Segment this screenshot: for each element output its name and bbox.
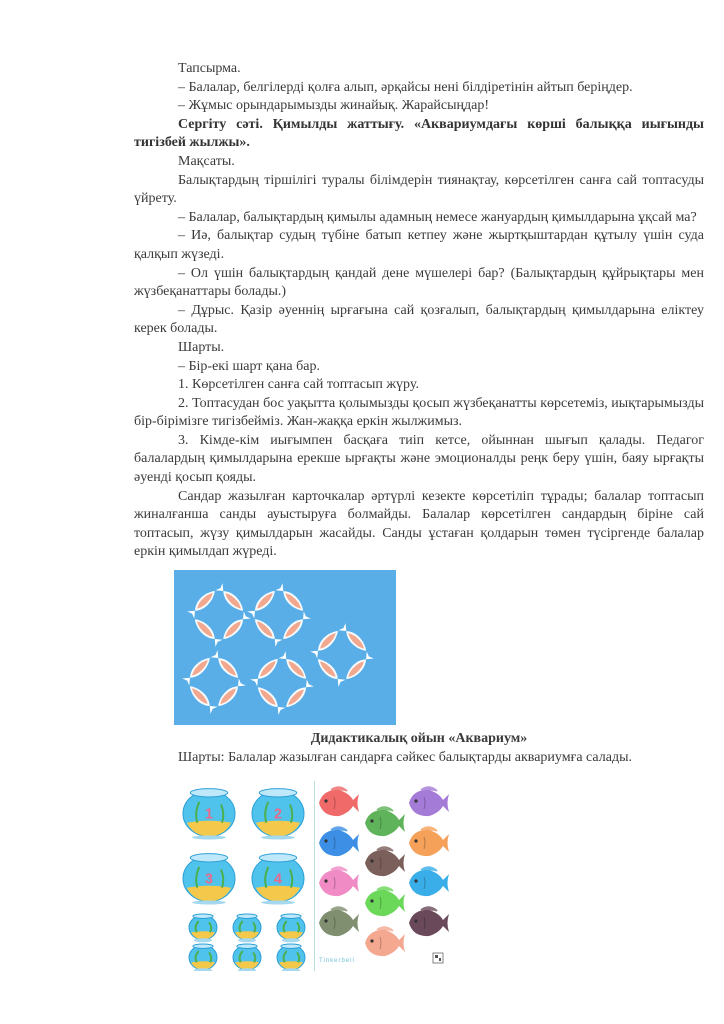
koi-fish-icon xyxy=(191,616,222,647)
qr-code-icon xyxy=(433,953,443,963)
bowl-number: 2 xyxy=(274,806,282,823)
fish-cards-illustration xyxy=(314,781,450,971)
goal-label: Мақсаты. xyxy=(178,153,235,169)
fish-ring xyxy=(310,623,374,687)
dialogue-line-1: – Балалар, балықтардың қимылы адамның немесе жануардың қимылдарына ұқсай ма? xyxy=(178,209,697,225)
rules-intro: – Бір-екі шарт қана бар. xyxy=(178,358,320,374)
fish-ring xyxy=(187,583,251,647)
fish-card-icon xyxy=(319,867,359,896)
fish-card-icon xyxy=(409,867,449,896)
didactic-game-rules: Шарты: Балалар жазылған сандарға сәйкес балықтарды аквариумға салады. xyxy=(178,749,632,765)
fish-cards-svg xyxy=(315,781,450,971)
koi-fish-icon xyxy=(251,616,282,647)
koi-fish-icon xyxy=(220,611,251,642)
koi-fish-icon xyxy=(182,654,213,685)
procedure-text: Сандар жазылған карточкалар әртүрлі кезекте көрсетіліп тұрады; балалар топтасып жиналғанша санды ауыстыруға болмайды. Балалар көрсетілген сандардың біріне сай топтасып, жүзу қимылдарын жасайды. Санды ұстаған қолдарын төмен түсіргенде балалар еркін қимылдап жүреді. xyxy=(134,488,704,560)
dialogue-line-3: – Ол үшін балықтардың қандай дене мүшелері бар? (Балықтардың құйрықтары мен жүзбеқанаттары болады.) xyxy=(134,265,704,300)
koi-fish-icon xyxy=(310,627,341,658)
rule-2: 2. Топтасудан бос уақытта қолымызды қосып жүзбеқанатты көрсетеміз, иықтарымызды бір-бірімізге тигізбейміз. Жан-жаққа еркін жылжимыз. xyxy=(134,395,704,430)
koi-fish-icon xyxy=(275,583,306,614)
fish-card-icon xyxy=(365,847,405,876)
fish-card-icon xyxy=(319,827,359,856)
koi-fish-icon xyxy=(254,684,285,715)
koi-fish-icon xyxy=(247,587,278,618)
koi-fish-icon xyxy=(343,651,374,682)
fish-circles-illustration xyxy=(174,570,396,725)
dialogue-line-2: – Иә, балықтар судың түбіне батып кетпеу және жыртқыштардан құтылу үшін суда қалқып жүзеді. xyxy=(134,228,704,262)
aquarium-bowl-icon xyxy=(233,944,261,971)
task-line-2: – Жұмыс орындарымызды жинайық. Жарайсыңдар! xyxy=(178,98,490,114)
fish-card-icon xyxy=(409,787,449,816)
aquarium-bowl-icon xyxy=(183,789,235,840)
fish-ring xyxy=(247,583,311,647)
fish-card-icon xyxy=(319,787,359,816)
koi-fish-icon xyxy=(338,623,369,654)
koi-fish-icon xyxy=(250,655,281,686)
aquarium-cards-illustration xyxy=(176,781,314,971)
aquarium-bowl-icon xyxy=(277,944,305,971)
fish-card-icon xyxy=(365,807,405,836)
dialogue-line-4: – Дұрыс. Қазір әуеннің ырғағына сай қозғалып, балықтардың қимылдарына еліктеу керек болады. xyxy=(134,302,704,337)
aquarium-bowl-icon xyxy=(277,914,305,942)
koi-fish-icon xyxy=(283,679,314,710)
task-line-1: – Балалар, белгілерді қолға алып, әрқайсы нені білдіретінін айтып беріңдер. xyxy=(178,79,633,95)
aquarium-bowl-icon xyxy=(183,854,235,905)
fish-card-icon xyxy=(409,907,449,936)
rule-1: 1. Көрсетілген санға сай топтасып жүру. xyxy=(178,377,419,393)
koi-fish-icon xyxy=(314,656,345,687)
fish-card-icon xyxy=(409,827,449,856)
game-illustrations xyxy=(176,781,704,971)
fish-card-icon xyxy=(319,907,359,936)
bowl-number: 3 xyxy=(205,871,213,888)
fish-card-icon xyxy=(365,927,405,956)
exercise-title: Сергіту сәті. Қимылды жаттығу. «Аквариумдағы көрші балыққа иығынды тигізбей жылжы». xyxy=(134,116,704,151)
koi-fish-icon xyxy=(186,683,217,714)
bowl-number: 1 xyxy=(205,806,213,823)
koi-fish-icon xyxy=(280,611,311,642)
koi-fish-icon xyxy=(215,678,246,709)
document-body xyxy=(134,60,704,971)
bowl-number: 4 xyxy=(274,871,282,888)
aquarium-bowl-icon xyxy=(189,944,217,971)
fish-circles-svg xyxy=(174,570,396,725)
aquarium-bowl-icon xyxy=(189,914,217,942)
aquarium-cards-svg xyxy=(176,781,314,971)
aquarium-bowl-icon xyxy=(252,789,304,840)
fish-ring xyxy=(250,651,314,715)
rule-3: 3. Кімде-кім иығымпен басқаға тиіп кетсе, ойыннан шығып қалады. Педагог балалардың қимылдарына ерекше ырғақты және эмоционалды реңк беру үшін, баяу ырғақты әуенді қосып қояды. xyxy=(134,432,704,486)
didactic-game-title: Дидактикалық ойын «Аквариум» xyxy=(310,731,528,747)
goal-text: Балықтардың тіршілігі туралы білімдерін тиянақтау, көрсетілген санға сай топтасуды үйрету. xyxy=(134,172,704,207)
koi-fish-icon xyxy=(215,583,246,614)
aquarium-bowl-icon xyxy=(252,854,304,905)
koi-fish-icon xyxy=(210,650,241,681)
brand-logo: Tinkerbell xyxy=(319,958,355,965)
fish-card-icon xyxy=(365,887,405,916)
koi-fish-icon xyxy=(187,587,218,618)
task-label: Тапсырма. xyxy=(178,61,241,76)
koi-fish-icon xyxy=(278,651,309,682)
fish-ring xyxy=(182,650,246,714)
rules-label: Шарты. xyxy=(178,339,225,355)
aquarium-bowl-icon xyxy=(233,914,261,942)
